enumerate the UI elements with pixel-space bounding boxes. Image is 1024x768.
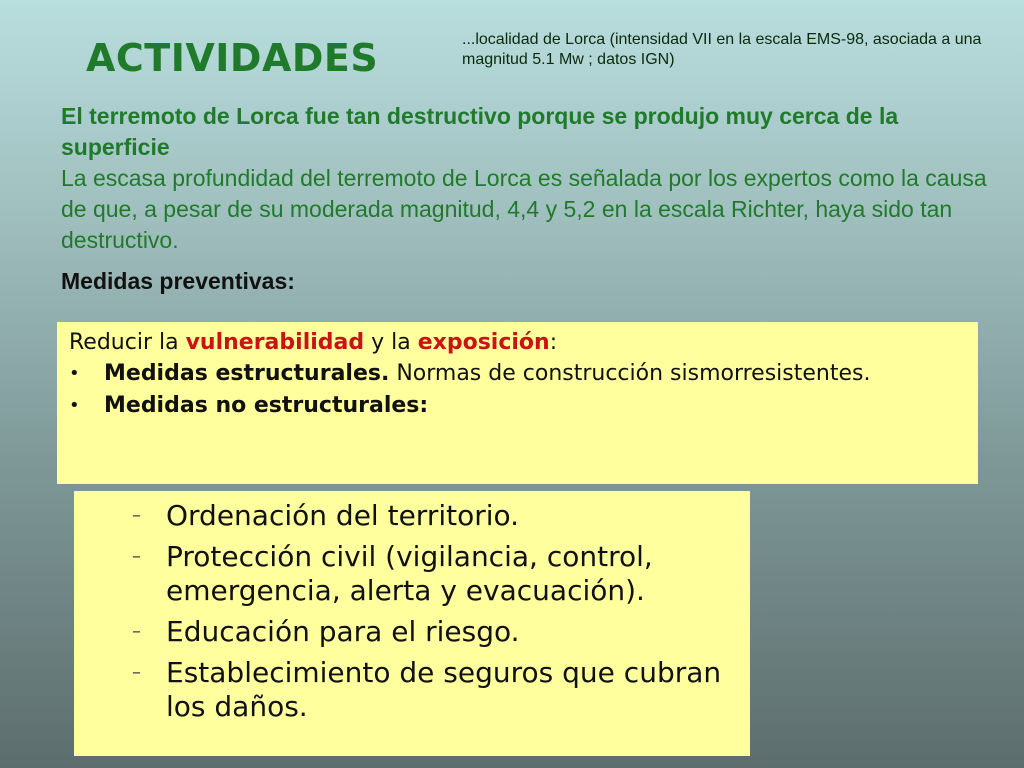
item-text: Educación para el riesgo.: [166, 615, 520, 648]
list-item: [132, 656, 740, 724]
preventive-measures-label: Medidas preventivas:: [61, 268, 295, 294]
list-item: [69, 360, 966, 388]
lead-exposure: exposición: [417, 330, 550, 355]
lead-mid: y la: [364, 330, 418, 355]
list-item: [132, 540, 740, 608]
dash-icon: –: [132, 662, 141, 683]
item-strong: Medidas no estructurales:: [104, 393, 429, 418]
list-item: [132, 499, 740, 533]
dash-icon: –: [132, 621, 141, 642]
intro-heading: El terremoto de Lorca fue tan destructivo porque se produjo muy cerca de la superficie: [61, 103, 899, 160]
reduction-lead: [69, 328, 966, 358]
item-rest: Normas de construcción sismorresistentes.: [389, 361, 871, 386]
list-item: [132, 615, 740, 649]
bullet-icon: •: [69, 363, 80, 384]
page-title: ACTIVIDADES: [86, 36, 379, 80]
dash-icon: –: [132, 505, 141, 526]
non-structural-box: [74, 491, 750, 756]
dash-icon: –: [132, 546, 141, 567]
lead-prefix: Reducir la: [69, 330, 186, 355]
item-text: Ordenación del territorio.: [166, 499, 520, 532]
item-text: Establecimiento de seguros que cubran los daños.: [166, 656, 722, 723]
lead-vulnerability: vulnerabilidad: [185, 330, 365, 355]
list-item: [69, 392, 966, 420]
source-note: ...localidad de Lorca (intensidad VII en la escala EMS-98, asociada a una magnitud 5.1 Mw ; datos IGN): [462, 31, 982, 68]
intro-body: La escasa profundidad del terremoto de Lorca es señalada por los expertos como la causa de que, a pesar de su moderada magnitud, 4,4 y 5,2 en la escala Richter, haya sido tan destructivo.: [61, 165, 987, 253]
intro-text: [61, 101, 991, 256]
reduction-box: [57, 322, 978, 484]
bullet-icon: •: [69, 395, 80, 416]
lead-suffix: :: [549, 330, 558, 355]
item-text: Protección civil (vigilancia, control, emergencia, alerta y evacuación).: [166, 540, 653, 607]
item-strong: Medidas estructurales.: [104, 361, 390, 386]
